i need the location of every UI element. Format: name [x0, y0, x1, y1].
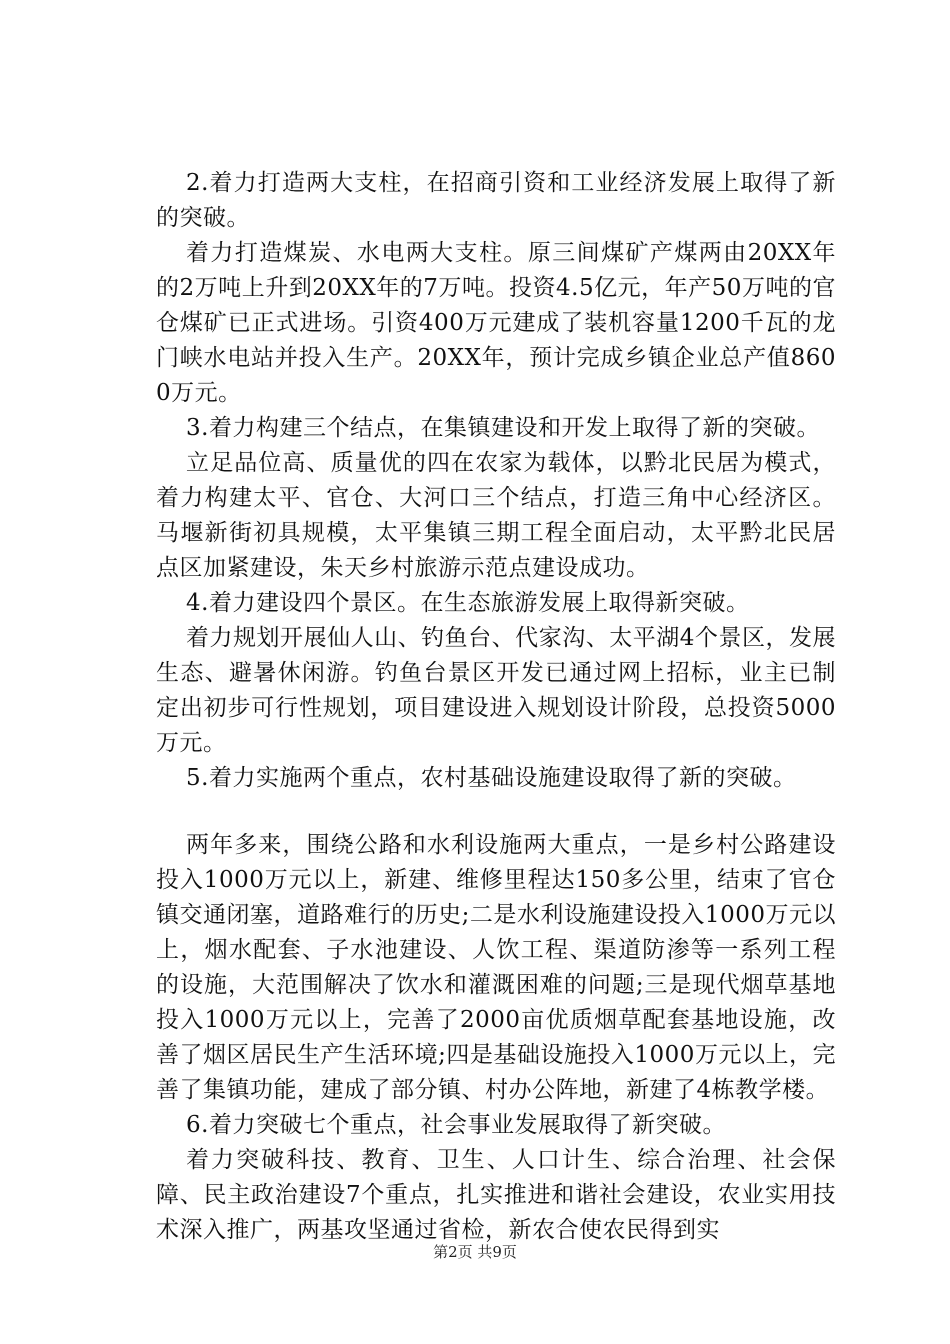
- body-paragraph: 着力打造煤炭、水电两大支柱。原三间煤矿产煤两由20XX年的2万吨上升到20XX年的7万吨。投资4.5亿元，年产50万吨的官仓煤矿已正式进场。引资400万元建成了装机容量1200千瓦的龙门峡水电站并投入生产。20XX年，预计完成乡镇企业总产值8600万元。: [156, 240, 836, 406]
- document-body: [156, 166, 836, 1248]
- body-paragraph: 着力规划开展仙人山、钓鱼台、代家沟、太平湖4个景区，发展生态、避暑休闲游。钓鱼台景区开发已通过网上招标，业主已制定出初步可行性规划，项目建设进入规划设计阶段，总投资5000万元。: [156, 625, 836, 756]
- body-paragraph: 着力突破科技、教育、卫生、人口计生、综合治理、社会保障、民主政治建设7个重点，扎实推进和谐社会建设，农业实用技术深入推广，两基攻坚通过省检，新农合使农民得到实: [156, 1147, 836, 1243]
- section-heading-3: 3.着力构建三个结点，在集镇建设和开发上取得了新的突破。: [186, 415, 820, 441]
- section-heading-2: 2.着力打造两大支柱，在招商引资和工业经济发展上取得了新的突破。: [156, 170, 836, 231]
- body-paragraph: 两年多来，围绕公路和水利设施两大重点，一是乡村公路建设投入1000万元以上，新建、维修里程达150多公里，结束了官仓镇交通闭塞，道路难行的历史;二是水利设施建设投入1000万元以上，烟水配套、子水池建设、人饮工程、渠道防渗等一系列工程的设施，大范围解决了饮水和灌溉困难的问题;三是现代烟草基地投入1000万元以上，完善了2000亩优质烟草配套基地设施，改善了烟区居民生产生活环境;四是基础设施投入1000万元以上，完善了集镇功能，建成了部分镇、村办公阵地，新建了4栋教学楼。: [156, 832, 836, 1103]
- page-number-footer: 第2页 共9页: [433, 1243, 517, 1261]
- body-paragraph: 立足品位高、质量优的四在农家为载体，以黔北民居为模式，着力构建太平、官仓、大河口三个结点，打造三角中心经济区。马堰新街初具规模，太平集镇三期工程全面启动，太平黔北民居点区加紧建设，朱天乡村旅游示范点建设成功。: [156, 450, 836, 581]
- section-heading-6: 6.着力突破七个重点，社会事业发展取得了新突破。: [186, 1112, 726, 1138]
- section-heading-4: 4.着力建设四个景区。在生态旅游发展上取得新突破。: [186, 590, 750, 616]
- section-heading-5: 5.着力实施两个重点，农村基础设施建设取得了新的突破。: [186, 765, 797, 791]
